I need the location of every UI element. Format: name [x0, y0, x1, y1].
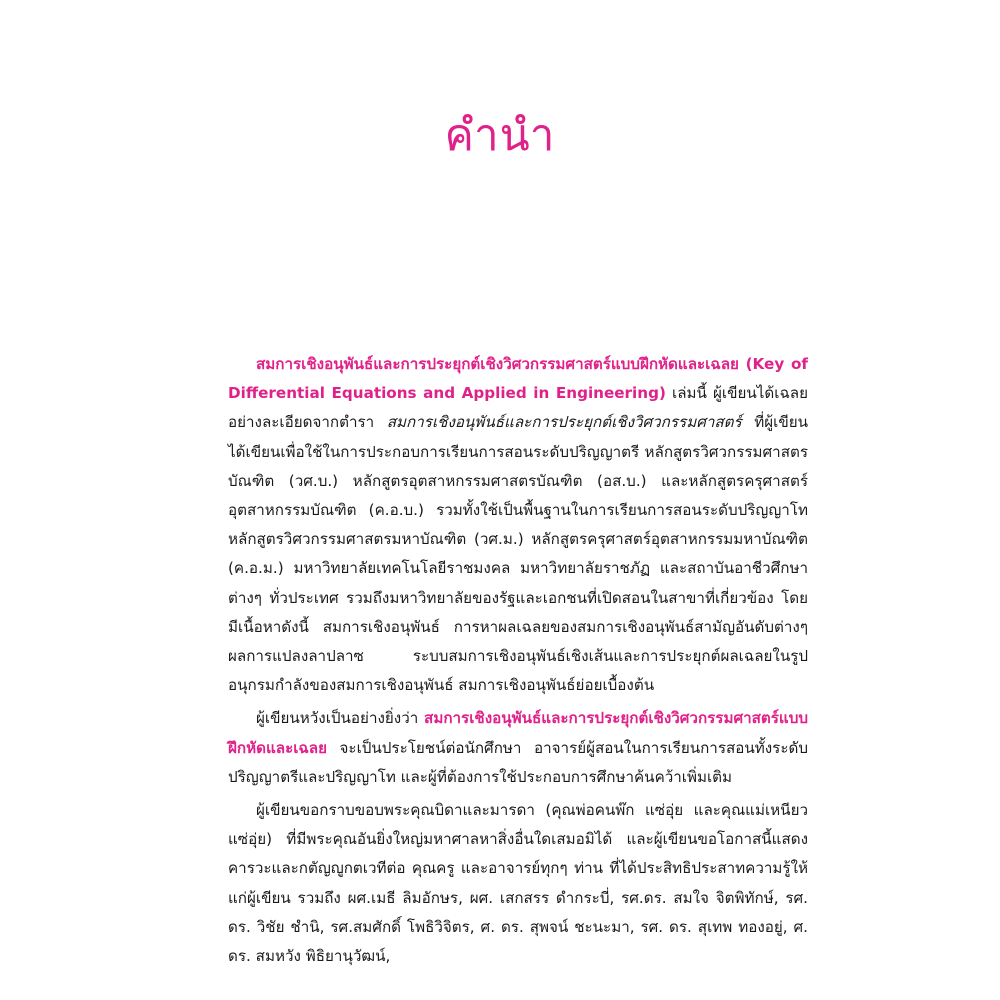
paragraph-acknowledgement: ผู้เขียนขอกราบขอบพระคุณบิดาและมารดา (คุณพ่อคนพ๊ก แซ่อุ่ย และคุณแม่เหนียว แซ่อุ่ย) ที่มีพระคุณอันยิ่งใหญ่มหาศาลหาสิ่งอื่นใดเสมอมิได้ และผู้เขียนขอโอกาสนี้แสดงคารวะและกตัญญูกตเวทีต่อ คุณครู และอาจารย์ทุกๆ ท่าน ที่ได้ประสิทธิประสาทความรู้ให้แก่ผู้เขียน รวมถึง ผศ.เมธี ลิมอักษร, ผศ. เสกสรร ดำกระบี่, รศ.ดร. สมใจ จิตพิทักษ์, รศ. ดร. วิชัย ชำนิ, รศ.สมศักดิ์ โพธิวิจิตร, ศ. ดร. สุพจน์ ชะนะมา, รศ. ดร. สุเทพ ทองอยู่, ศ. ดร. สมหวัง พิธิยานุวัฒน์,	[228, 801, 808, 966]
book-title-highlight: สมการเชิงอนุพันธ์และการประยุกต์เชิงวิศวกรรมศาสตร์แบบฝึกหัดและเฉลย (Key of Differential Equations and Applied in Engineering)	[228, 355, 808, 403]
page-title: คำนำ	[444, 110, 556, 161]
preface-body	[228, 350, 808, 975]
paragraph-intro	[228, 350, 808, 700]
source-book-title: สมการเชิงอนุพันธ์และการประยุกต์เชิงวิศวกรรมศาสตร์	[386, 413, 742, 432]
paragraph-text: จะเป็นประโยชน์ต่อนักศึกษา อาจารย์ผู้สอนในการเรียนการสอนทั้งระดับปริญญาตรีและปริญญาโท และผู้ที่ต้องการใช้ประกอบการศึกษาค้นคว้าเพิ่มเติม	[228, 738, 808, 786]
paragraph-text: ที่ผู้เขียนได้เขียนเพื่อใช้ในการประกอบการเรียนการสอนระดับปริญญาตรี หลักสูตรวิศวกรรมศาสตรบัณฑิต (วศ.บ.) หลักสูตรอุตสาหกรรมศาสตรบัณฑิต (อส.บ.) และหลักสูตรครุศาสตร์อุตสาหกรรมบัณฑิต (ค.อ.บ.) รวมทั้งใช้เป็นพื้นฐานในการเรียนการสอนระดับปริญญาโท หลักสูตรวิศวกรรมศาสตรมหาบัณฑิต (วศ.ม.) หลักสูตรครุศาสตร์อุตสาหกรรมมหาบัณฑิต (ค.อ.ม.) มหาวิทยาลัยเทคโนโลยีราชมงคล มหาวิทยาลัยราชภัฏ และสถาบันอาชีวศึกษาต่างๆ ทั่วประเทศ รวมถึงมหาวิทยาลัยของรัฐและเอกชนที่เปิดสอนในสาขาที่เกี่ยวข้อง โดยมีเนื้อหาดังนี้ สมการเชิงอนุพันธ์ การหาผลเฉลยของสมการเชิงอนุพันธ์สามัญอันดับต่างๆ ผลการแปลงลาปลาซ ระบบสมการเชิงอนุพันธ์เชิงเส้นและการประยุกต์ผลเฉลยในรูปอนุกรมกำลังของสมการเชิงอนุพันธ์ สมการเชิงอนุพันธ์ย่อยเบื้องต้น	[228, 413, 809, 695]
book-title-highlight: สมการเชิงอนุพันธ์และการประยุกต์เชิงวิศวกรรมศาสตร์แบบฝึกหัดและเฉลย	[228, 709, 808, 757]
paragraph-hope	[228, 704, 808, 792]
paragraph-text: ผู้เขียนหวังเป็นอย่างยิ่งว่า	[256, 709, 425, 728]
paragraph-text: เล่มนี้ ผู้เขียนได้เฉลยอย่างละเอียดจากตำรา	[228, 384, 809, 432]
